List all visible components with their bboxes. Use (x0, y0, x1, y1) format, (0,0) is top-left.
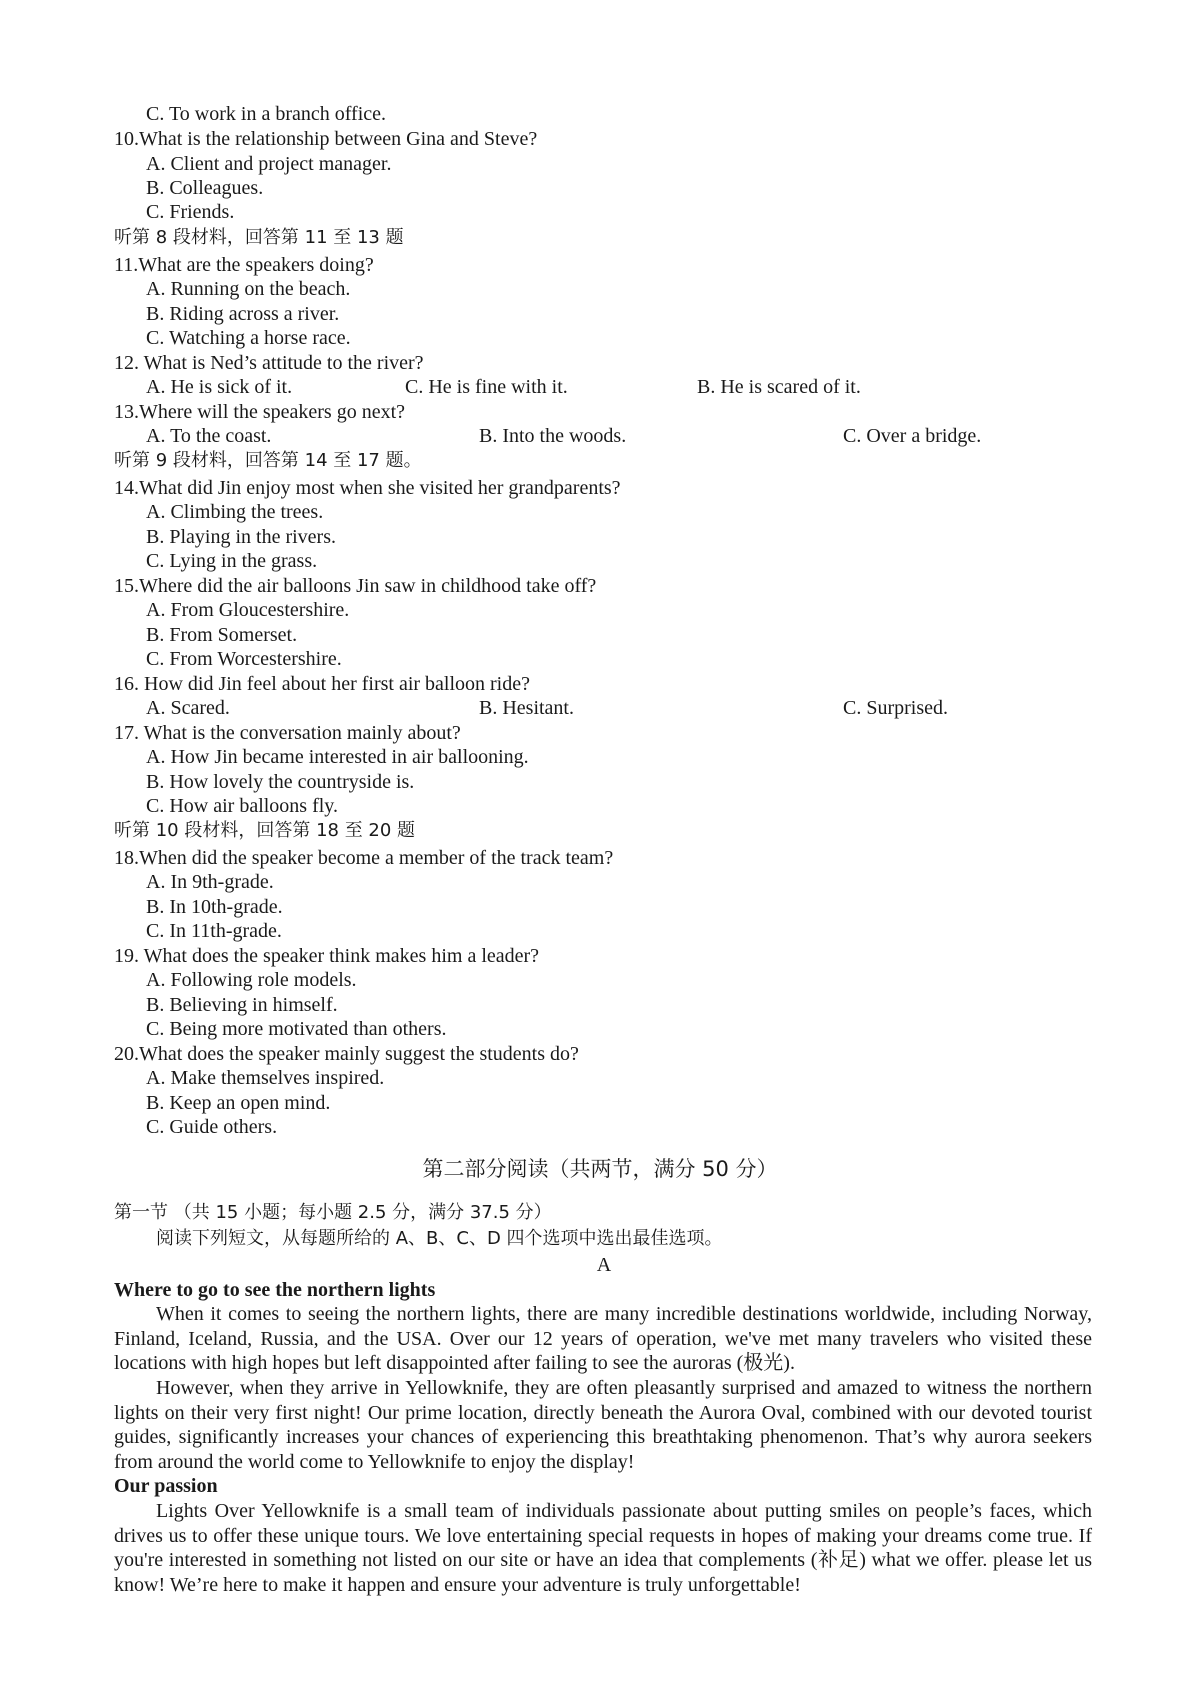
q12-option-c: C. He is fine with it. (405, 376, 568, 398)
q10-option-b: B. Colleagues. (146, 177, 264, 199)
reading-instruction: 阅读下列短文，从每题所给的 A、B、C、D 四个选项中选出最佳选项。 (156, 1228, 723, 1249)
q13-option-c: C. Over a bridge. (843, 425, 982, 447)
q14-question: 14.What did Jin enjoy most when she visited her grandparents? (114, 477, 621, 499)
q12-option-b: B. He is scared of it. (697, 376, 861, 398)
q19-question: 19. What does the speaker think makes him a leader? (114, 945, 540, 967)
passage-paragraph-2 (114, 1376, 1092, 1474)
q14-option-a: A. Climbing the trees. (146, 501, 324, 523)
q11-question: 11.What are the speakers doing? (114, 254, 374, 276)
q20-question: 20.What does the speaker mainly suggest the students do? (114, 1043, 579, 1065)
q16-option-a: A. Scared. (146, 697, 230, 719)
section10-instruction: 听第 10 段材料，回答第 18 至 20 题 (114, 820, 416, 841)
passage-paragraph-3 (114, 1499, 1092, 1597)
passion-heading: Our passion (114, 1475, 218, 1497)
q9-option-c: C. To work in a branch office. (146, 103, 387, 125)
q11-option-c: C. Watching a horse race. (146, 327, 351, 349)
q18-option-b: B. In 10th-grade. (146, 896, 283, 918)
q20-option-c: C. Guide others. (146, 1116, 278, 1138)
q19-option-b: B. Believing in himself. (146, 994, 338, 1016)
paragraph-2-text: However, when they arrive in Yellowknife, they are often pleasantly surprised and amazed to witness the northern lights on their very first night! Our prime location, directly beneath the Aurora Oval, combined with our devoted tourist guides, significantly increases your chances of experiencing this breathtaking phenomenon. That’s why aurora seekers from around the world come to Yellowknife to enjoy the display! (114, 1377, 1092, 1473)
q16-question: 16. How did Jin feel about her first air balloon ride? (114, 673, 530, 695)
q16-option-b: B. Hesitant. (479, 697, 574, 719)
q20-option-b: B. Keep an open mind. (146, 1092, 331, 1114)
q18-option-a: A. In 9th-grade. (146, 871, 274, 893)
q10-option-a: A. Client and project manager. (146, 153, 392, 175)
section1-title: 第一节 （共 15 小题；每小题 2.5 分，满分 37.5 分） (114, 1202, 552, 1223)
q12-question: 12. What is Ned’s attitude to the river? (114, 352, 424, 374)
q14-option-c: C. Lying in the grass. (146, 550, 318, 572)
q15-option-b: B. From Somerset. (146, 624, 298, 646)
q17-option-c: C. How air balloons fly. (146, 795, 339, 817)
q18-option-c: C. In 11th-grade. (146, 920, 282, 942)
passage-paragraph-1 (114, 1302, 1092, 1376)
q15-question: 15.Where did the air balloons Jin saw in childhood take off? (114, 575, 597, 597)
paragraph-1-text: When it comes to seeing the northern lights, there are many incredible destinations worldwide, including Norway, Finland, Iceland, Russia, and the USA. Over our 12 years of operation, we've met many travelers who visited these locations with high hopes but left disappointed after failing to see the auroras (极光). (114, 1303, 1092, 1375)
q18-question: 18.When did the speaker become a member of the track team? (114, 847, 614, 869)
q13-option-a: A. To the coast. (146, 425, 272, 447)
passage-heading: Where to go to see the northern lights (114, 1279, 436, 1301)
passage-letter: A (596, 1254, 612, 1276)
q20-option-a: A. Make themselves inspired. (146, 1067, 385, 1089)
q17-option-a: A. How Jin became interested in air ballooning. (146, 746, 529, 768)
q10-question: 10.What is the relationship between Gina and Steve? (114, 128, 538, 150)
q11-option-b: B. Riding across a river. (146, 303, 340, 325)
q13-option-b: B. Into the woods. (479, 425, 627, 447)
q10-option-c: C. Friends. (146, 201, 235, 223)
q15-option-a: A. From Gloucestershire. (146, 599, 350, 621)
q17-option-b: B. How lovely the countryside is. (146, 771, 415, 793)
q14-option-b: B. Playing in the rivers. (146, 526, 336, 548)
q17-question: 17. What is the conversation mainly about? (114, 722, 461, 744)
q16-option-c: C. Surprised. (843, 697, 948, 719)
q13-question: 13.Where will the speakers go next? (114, 401, 406, 423)
part2-title: 第二部分阅读（共两节，满分 50 分） (422, 1157, 778, 1181)
q19-option-a: A. Following role models. (146, 969, 357, 991)
q12-option-a: A. He is sick of it. (146, 376, 293, 398)
q19-option-c: C. Being more motivated than others. (146, 1018, 447, 1040)
paragraph-3-text: Lights Over Yellowknife is a small team of individuals passionate about putting smiles on people’s faces, which drives us to offer these unique tours. We love entertaining special requests in hopes of making your dreams come true. If you're interested in something not listed on our site or have an idea that complements (补足) what we offer. please let us know! We’re here to make it happen and ensure your adventure is truly unforgettable! (114, 1500, 1092, 1596)
section8-instruction: 听第 8 段材料，回答第 11 至 13 题 (114, 227, 404, 248)
q15-option-c: C. From Worcestershire. (146, 648, 342, 670)
section9-instruction: 听第 9 段材料，回答第 14 至 17 题。 (114, 450, 422, 471)
q11-option-a: A. Running on the beach. (146, 278, 351, 300)
